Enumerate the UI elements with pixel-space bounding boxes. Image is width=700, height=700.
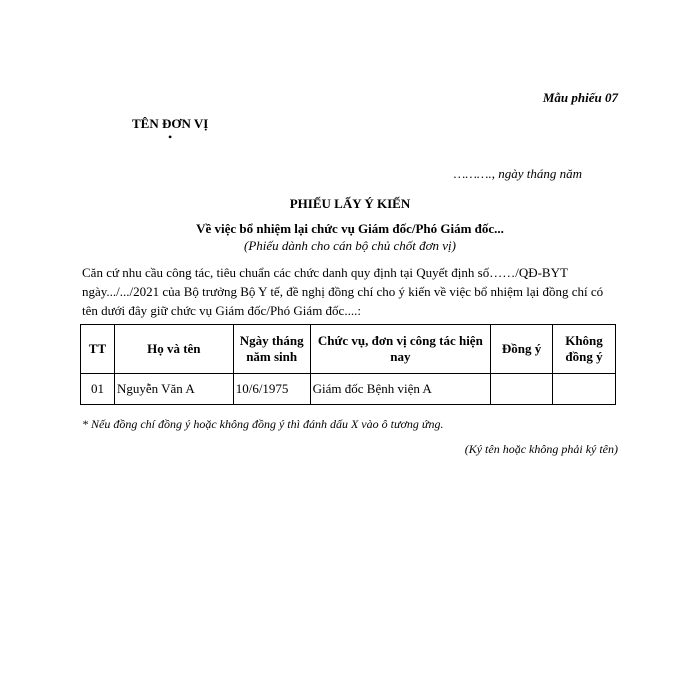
date-line: ………., ngày tháng năm [453, 166, 582, 181]
cell-agree-checkbox[interactable] [491, 374, 553, 405]
header-dob: Ngày tháng năm sinh [233, 325, 310, 374]
cell-position: Giám đốc Bệnh viện A [310, 374, 491, 405]
cell-dob: 10/6/1975 [233, 374, 310, 405]
bullet-mark: • [168, 130, 173, 144]
unit-name: TÊN ĐƠN VỊ [132, 116, 209, 131]
form-code: Mẫu phiếu 07 [542, 90, 618, 105]
table-row [81, 374, 616, 405]
cell-tt: 01 [81, 374, 115, 405]
cell-name: Nguyễn Văn A [114, 374, 233, 405]
document-subject: Về việc bổ nhiệm lại chức vụ Giám đốc/Phó Giám đốc... [196, 221, 504, 236]
sign-note: (Ký tên hoặc không phải ký tên) [464, 442, 618, 456]
header-agree: Đồng ý [491, 325, 553, 374]
candidate-table [80, 324, 616, 405]
document-title: PHIẾU LẤY Ý KIẾN [289, 196, 411, 211]
body-paragraph: Căn cứ nhu cầu công tác, tiêu chuẩn các chức danh quy định tại Quyết định số……/QĐ-BYT ngày.../.../2021 của Bộ trưởng Bộ Y tế, đề nghị đồng chí cho ý kiến về việc bổ nhiệm lại đồng chí có tên dưới đây giữ chức vụ Giám đốc/Phó Giám đốc....: [82, 265, 604, 318]
cell-disagree-checkbox[interactable] [553, 374, 616, 405]
header-tt: TT [81, 325, 115, 374]
footnote: * Nếu đồng chí đồng ý hoặc không đồng ý thì đánh dấu X vào ô tương ứng. [82, 417, 444, 431]
table-header-row [81, 325, 616, 374]
header-name: Họ và tên [114, 325, 233, 374]
header-disagree: Không đồng ý [553, 325, 616, 374]
document-subnote: (Phiếu dành cho cán bộ chủ chốt đơn vị) [244, 238, 456, 253]
header-position: Chức vụ, đơn vị công tác hiện nay [310, 325, 491, 374]
